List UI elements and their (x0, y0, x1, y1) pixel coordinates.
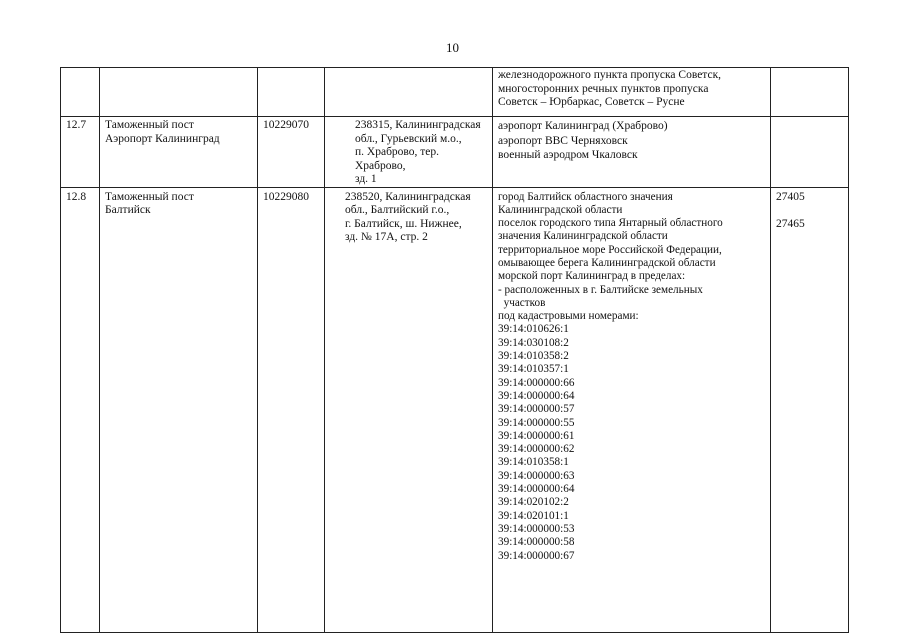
oktmo-codes (771, 187, 849, 632)
table-row (61, 117, 849, 188)
oktmo-code: 27465 (776, 218, 805, 230)
oktmo-code (771, 117, 849, 188)
post-name: Таможенный пост Аэропорт Калининград (100, 117, 258, 188)
territory-description: железнодорожного пункта пропуска Советск, многосторонних речных пунктов пропуска Советск – Юрбаркас, Советск – Русне (493, 68, 771, 117)
post-address: 238315, Калининградская обл., Гурьевский м.о., п. Храброво, тер. Храброво, зд. 1 (325, 117, 493, 188)
post-name (100, 68, 258, 117)
post-address (325, 68, 493, 117)
row-number: 12.8 (61, 187, 100, 632)
post-code: 10229080 (258, 187, 325, 632)
post-code (258, 68, 325, 117)
oktmo-code: 27405 (776, 190, 805, 203)
table-row (61, 68, 849, 117)
row-number: 12.7 (61, 117, 100, 188)
table-row (61, 187, 849, 632)
page-number: 10 (446, 40, 459, 55)
post-address: 238520, Калининградская обл., Балтийский г.о., г. Балтийск, ш. Нижнее, зд. № 17А, стр. 2 (325, 187, 493, 632)
post-code: 10229070 (258, 117, 325, 188)
territory-description: город Балтийск областного значения Калининградской области поселок городского типа Янтарный областного значения Калининградской области территориальное море Российской Федерации, омывающее берега Калининградской области морской порт Калининград в пределах: - расположенных в г. Балтийске земельных участков под кадастровыми номерами: 39:14:010626:1 39:14:030108:2 39:14:010358:2 39:14:010357:1 39:14:000000:66 39:14:000000:64 39:14:000000:57 39:14:000000:55 39:14:000000:61 39:14:000000:62 39:14:010358:1 39:14:000000:63 39:14:000000:64 39:14:020102:2 39:14:020101:1 39:14:000000:53 39:14:000000:58 39:14:000000:67 (493, 187, 771, 632)
territory-description: аэропорт Калининград (Храброво) аэропорт ВВС Черняховск военный аэродром Чкаловск (493, 117, 771, 188)
customs-posts-table (60, 67, 849, 633)
oktmo-code (771, 68, 849, 117)
post-name: Таможенный пост Балтийск (100, 187, 258, 632)
row-number (61, 68, 100, 117)
